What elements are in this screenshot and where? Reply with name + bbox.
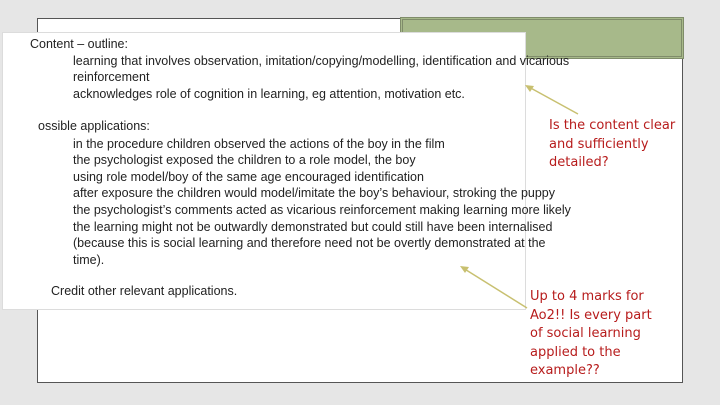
application-line-6: the learning might not be outwardly demonstrated but could still have been internalised xyxy=(73,220,553,234)
application-line-4: after exposure the children would model/imitate the boy’s behaviour, stroking the puppy xyxy=(73,186,556,200)
outline-line-3: acknowledges role of cognition in learning, eg attention, motivation etc. xyxy=(73,87,465,101)
credit-line: Credit other relevant applications. xyxy=(51,284,238,298)
outline-line-2: reinforcement xyxy=(73,70,150,84)
application-line-5: the psychologist’s comments acted as vicarious reinforcement making learning more likely xyxy=(73,203,571,217)
mark-scheme-excerpt xyxy=(3,33,571,309)
outline-line-1: learning that involves observation, imitation/copying/modelling, identification and vicarious xyxy=(73,54,570,68)
content-outline-heading: Content – outline: xyxy=(30,37,128,51)
application-line-1: in the procedure children observed the actions of the boy in the film xyxy=(73,137,445,151)
annotation-content-question: Is the content clear and sufficiently detailed? xyxy=(549,118,676,170)
application-line-3: using role model/boy of the same age encouraged identification xyxy=(73,170,424,184)
application-line-8: time). xyxy=(73,253,105,267)
application-line-2: the psychologist exposed the children to a role model, the boy xyxy=(73,153,416,167)
applications-heading: ossible applications: xyxy=(38,119,150,133)
annotation-ao2-question: Up to 4 marks for Ao2!! Is every part of social learning applied to the example?? xyxy=(530,289,652,378)
application-line-7: (because this is social learning and therefore need not be overtly demonstrated at the xyxy=(73,236,546,250)
